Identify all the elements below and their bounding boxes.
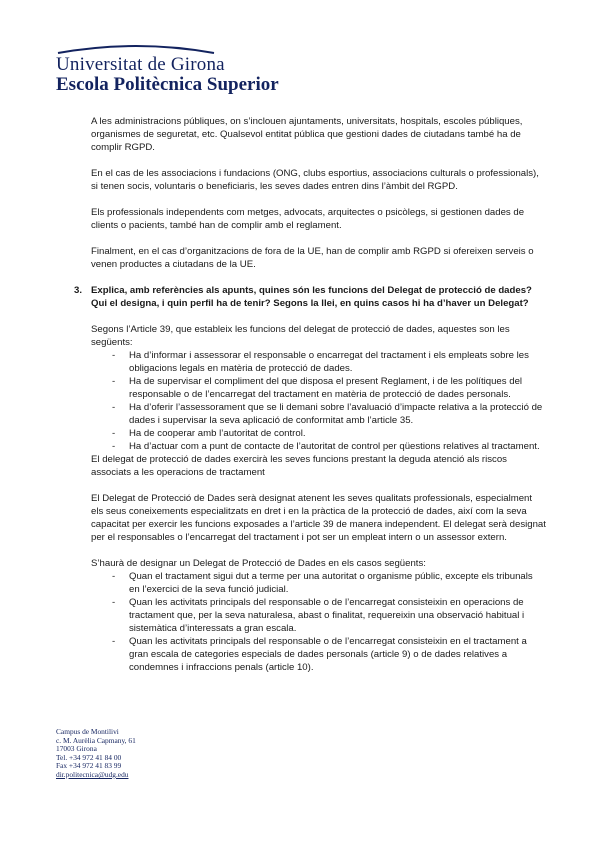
footer-address (56, 728, 136, 780)
document-body (74, 115, 546, 674)
list-item (91, 570, 546, 596)
list-item-text: Quan les activitats principals del responsable o de l’encarregat consisteixin en operacions de tractament que, per la seva naturalesa, abast o finalitat, requereixin una observació habitual i sistemàtica d’interessats a gran escala. (129, 597, 525, 634)
dash-bullet: - (112, 571, 116, 582)
list-item-text: Quan el tractament sigui dut a terme per una autoritat o organisme públic, excepte els tribunals en l’exercici de la seva funció judicial. (129, 571, 533, 595)
paragraph-independent-professionals: Els professionals independents com metges, advocats, arquitectes o psicòlegs, si gestionen dades de clients o pacients, també han de complir amb el reglament. (91, 207, 525, 231)
paragraph-non-eu-organizations: Finalment, en el cas d’organitzacions de fora de la UE, han de complir amb RGPD si ofereixen serveis o venen productes a ciutadans de la UE. (91, 246, 534, 270)
question-3 (74, 284, 546, 310)
paragraph-associations: En el cas de les associacions i fundacions (ONG, clubs esportius, associacions culturals o professionals), si tenen socis, voluntaris o beneficiaris, les seves dades entren dins l’àmbit del RGPD. (91, 168, 539, 192)
list-item (91, 375, 546, 401)
dash-bullet: - (112, 376, 116, 387)
footer-street: c. M. Aurèlia Capmany, 61 (56, 735, 136, 745)
paragraph-designation: El Delegat de Protecció de Dades serà designat atenent les seves qualitats professionals, especialment els seus coneixements especialitzats en dret i en la pràctica de la protecció de dades, així com la seva capacitat per exercir les funcions exposades a l’article 39 de manera independent. El delegat serà designat per el responsables o l’encarregat del tractament i pot ser un empleat intern o un assessor extern. (91, 493, 546, 543)
dash-bullet: - (112, 350, 116, 361)
dash-bullet: - (112, 441, 116, 452)
list-item-text: Quan les activitats principals del responsable o de l’encarregat consisteixin en el tractament a gran escala de categories especials de dades personals (article 9) o de dades relatives a condemnes i infraccions penals (article 10). (129, 636, 527, 673)
list-item (91, 349, 546, 375)
letterhead (56, 42, 356, 94)
list-item-text: Ha de cooperar amb l’autoritat de control. (129, 428, 306, 439)
question-number: 3. (74, 285, 83, 296)
footer-city: 17003 Girona (56, 744, 97, 754)
functions-list (91, 349, 546, 453)
footer-email-link[interactable]: dir.politecnica@udg.edu (56, 769, 129, 779)
list-item (91, 596, 546, 635)
paragraph-public-administrations: A les administracions públiques, on s’inclouen ajuntaments, universitats, hospitals, escoles públiques, organismes de seguretat, etc. Qualsevol entitat pública que gestioni dades de ciutadans també ha de complir RGPD. (91, 116, 523, 153)
question-text: Explica, amb referències als apunts, quines són les funcions del Delegat de protecció de dades? Qui el designa, i quin perfil ha de tenir? Segons la llei, en quins casos hi ha d’haver un Delegat? (91, 285, 532, 309)
university-logo-arch-icon (56, 42, 216, 54)
footer-tel: Tel. +34 972 41 84 00 (56, 752, 122, 762)
university-name: Universitat de Girona (56, 54, 225, 75)
footer-fax: Fax +34 972 41 83 99 (56, 761, 122, 771)
list-item-text: Ha d’informar i assessorar el responsable o encarregat del tractament i els empleats sobre les obligacions legals en matèria de protecció de dades. (129, 350, 529, 374)
cases-intro: S’haurà de designar un Delegat de Protecció de Dades en els casos següents: (91, 558, 426, 569)
list-item-text: Ha de supervisar el compliment del que disposa el present Reglament, i de les polítiques del responsable o de l’encarregat del tractament en matèria de protecció de dades personals. (129, 376, 523, 400)
list-item-text: Ha d’oferir l’assessorament que se li demani sobre l’avaluació d’impacte relativa a la protecció de dades i supervisar la seva aplicació de conformitat amb l’article 35. (129, 402, 543, 426)
cases-list (91, 570, 546, 674)
school-name: Escola Politècnica Superior (56, 74, 279, 95)
paragraph-risks: El delegat de protecció de dades exercirà les seves funcions prestant la deguda atenció als riscos associats a les operacions de tractament (91, 454, 507, 478)
dash-bullet: - (112, 597, 116, 608)
dash-bullet: - (112, 402, 116, 413)
list-item (91, 440, 546, 453)
list-item (91, 401, 546, 427)
list-item-text: Ha d’actuar com a punt de contacte de l’autoritat de control per qüestions relatives al tractament. (129, 441, 540, 452)
functions-intro: Segons l’Article 39, que estableix les funcions del delegat de protecció de dades, aquestes son les següents: (91, 324, 510, 348)
list-item (91, 427, 546, 440)
dash-bullet: - (112, 428, 116, 439)
footer-campus: Campus de Montilivi (56, 727, 119, 736)
list-item (91, 635, 546, 674)
dash-bullet: - (112, 636, 116, 647)
